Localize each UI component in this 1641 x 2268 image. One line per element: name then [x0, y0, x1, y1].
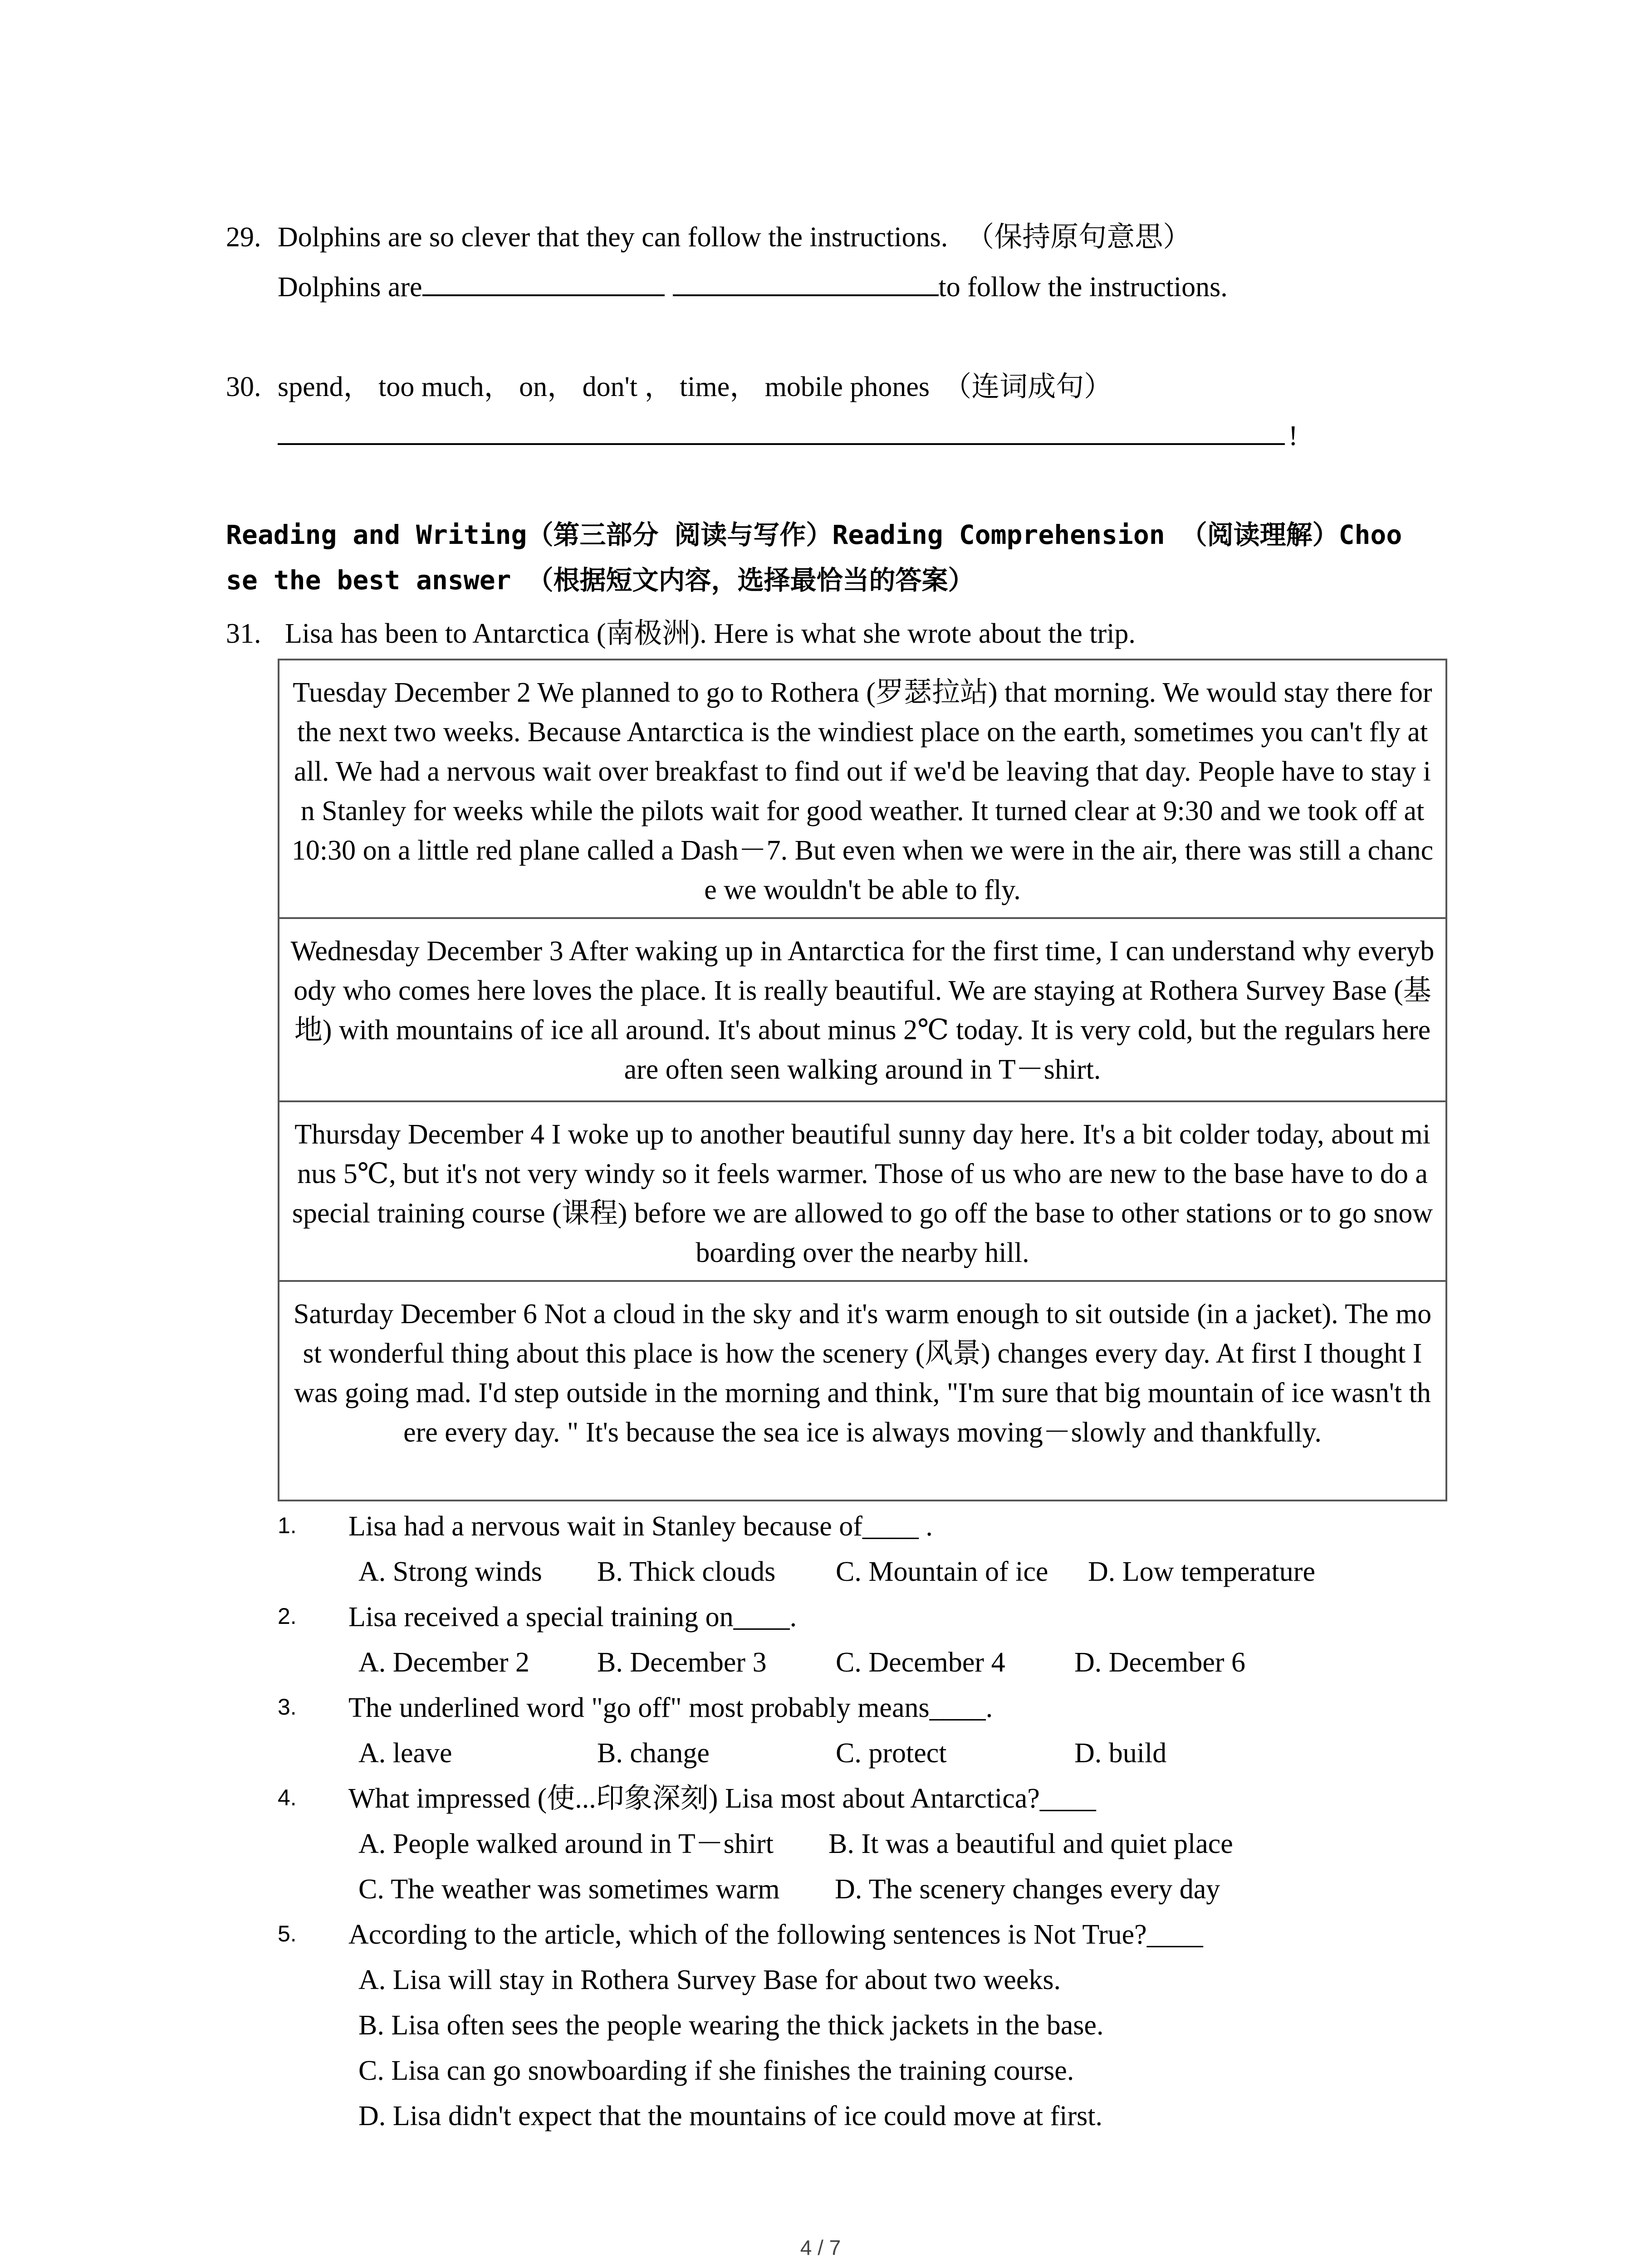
- subquestion-4-stem: What impressed (使...印象深刻) Lisa most about Antarctica?____: [348, 1783, 1096, 1814]
- subquestion-4-option-c[interactable]: C. The weather was sometimes warm: [358, 1874, 780, 1905]
- subquestion-5-option-b[interactable]: B. Lisa often sees the people wearing the thick jackets in the base.: [358, 2010, 1104, 2041]
- subquestion-4-option-a[interactable]: A. People walked around in T－shirt: [358, 1828, 774, 1859]
- subquestion-5-option-c[interactable]: C. Lisa can go snowboarding if she finishes the training course.: [358, 2055, 1074, 2086]
- question-31-intro: Lisa has been to Antarctica (南极洲). Here is what she wrote about the trip.: [285, 618, 1136, 649]
- subquestion-3-number: 3.: [278, 1694, 297, 1720]
- question-29-blank-2[interactable]: [673, 294, 939, 296]
- subquestion-1-option-c[interactable]: C. Mountain of ice: [836, 1556, 1048, 1587]
- subquestion-5-option-d[interactable]: D. Lisa didn't expect that the mountains of ice could move at first.: [358, 2101, 1102, 2131]
- question-29-rewrite: [278, 273, 1228, 301]
- subquestion-4-option-d[interactable]: D. The scenery changes every day: [835, 1874, 1220, 1905]
- subquestion-5-number: 5.: [278, 1921, 297, 1946]
- subquestion-1-option-a[interactable]: A. Strong winds: [358, 1556, 542, 1587]
- subquestion-3-option-b[interactable]: B. change: [597, 1738, 710, 1769]
- question-31-number: 31.: [226, 618, 261, 649]
- subquestion-3-option-d[interactable]: D. build: [1074, 1738, 1167, 1769]
- subquestion-2-stem: Lisa received a special training on____.: [348, 1602, 797, 1633]
- question-29-instruction: （保持原句意思）: [966, 222, 1191, 253]
- question-30-instruction: （连词成句）: [943, 371, 1112, 402]
- question-29-text: Dolphins are so clever that they can follow the instructions.: [278, 222, 948, 253]
- subquestion-4-number: 4.: [278, 1785, 297, 1810]
- subquestion-2-number: 2.: [278, 1603, 297, 1629]
- subquestion-3-option-c[interactable]: C. protect: [836, 1738, 947, 1769]
- passage-thursday: Thursday December 4 I woke up to another beautiful sunny day here. It's a bit colder today, about minus 5℃, but it's not very windy so it feels warmer. Those of us who are new to the base have to do a special training course (课程) before we are allowed to go off the base to other stations or to go snowboarding over the nearby hill.: [279, 1102, 1445, 1282]
- question-29-rewrite-end: to follow the instructions.: [938, 272, 1228, 303]
- subquestion-2-option-d[interactable]: D. December 6: [1074, 1647, 1245, 1678]
- passage-wednesday: Wednesday December 3 After waking up in Antarctica for the first time, I can understand why everybody who comes here loves the place. It is really beautiful. We are staying at Rothera Survey Base (基地) with mountains of ice all around. It's about minus 2℃ today. It is very cold, but the regulars here are often seen walking around in T－shirt.: [279, 919, 1445, 1102]
- question-30-number: 30.: [226, 371, 261, 402]
- question-30-words: spend， too much， on， don't ， time， mobile phones: [278, 371, 930, 402]
- question-30-answer-line: [278, 422, 1298, 450]
- passage-table: [278, 659, 1447, 1501]
- passage-tuesday: Tuesday December 2 We planned to go to Rothera (罗瑟拉站) that morning. We would stay there for the next two weeks. Because Antarctica is the windiest place on the earth, sometimes you can't fly at all. We had a nervous wait over breakfast to find out if we'd be leaving that day. People have to stay in Stanley for weeks while the pilots wait for good weather. It turned clear at 9:30 and we took off at 10:30 on a little red plane called a Dash－7. But even when we were in the air, there was still a chance we wouldn't be able to fly.: [279, 660, 1445, 919]
- subquestion-3-option-a[interactable]: A. leave: [358, 1738, 452, 1769]
- question-30-end-mark: !: [1288, 420, 1298, 451]
- section-title-line-2: se the best answer （根据短文内容，选择最恰当的答案）: [226, 565, 975, 596]
- subquestion-5-stem: According to the article, which of the following sentences is Not True?____: [348, 1919, 1203, 1950]
- subquestion-2-option-c[interactable]: C. December 4: [836, 1647, 1005, 1678]
- section-title-line-1: Reading and Writing（第三部分 阅读与写作）Reading Comprehension （阅读理解）Choo: [226, 519, 1402, 550]
- question-30-blank[interactable]: [278, 443, 1285, 445]
- subquestion-1-option-d[interactable]: D. Low temperature: [1088, 1556, 1315, 1587]
- subquestion-4-option-b[interactable]: B. It was a beautiful and quiet place: [828, 1828, 1233, 1859]
- subquestion-1-option-b[interactable]: B. Thick clouds: [597, 1556, 776, 1587]
- subquestion-2-option-b[interactable]: B. December 3: [597, 1647, 767, 1678]
- subquestion-5-option-a[interactable]: A. Lisa will stay in Rothera Survey Base for about two weeks.: [358, 1965, 1061, 1995]
- question-29-blank-1[interactable]: [422, 294, 665, 296]
- question-29-rewrite-start: Dolphins are: [278, 272, 422, 303]
- passage-saturday: Saturday December 6 Not a cloud in the sky and it's warm enough to sit outside (in a jacket). The most wonderful thing about this place is how the scenery (风景) changes every day. At first I thought I was going mad. I'd step outside in the morning and think, "I'm sure that big mountain of ice wasn't there every day. " It's because the sea ice is always moving－slowly and thankfully.: [293, 1299, 1432, 1448]
- subquestion-3-stem: The underlined word "go off" most probably means____.: [348, 1692, 993, 1723]
- question-29-number: 29.: [226, 222, 261, 253]
- subquestion-2-option-a[interactable]: A. December 2: [358, 1647, 529, 1678]
- page-number: 4 / 7: [800, 2236, 841, 2259]
- question-30-words-line: [278, 373, 1112, 401]
- subquestion-1-stem: Lisa had a nervous wait in Stanley because of____ .: [348, 1511, 933, 1542]
- question-29-sentence: [278, 223, 1191, 251]
- subquestion-1-number: 1.: [278, 1513, 297, 1538]
